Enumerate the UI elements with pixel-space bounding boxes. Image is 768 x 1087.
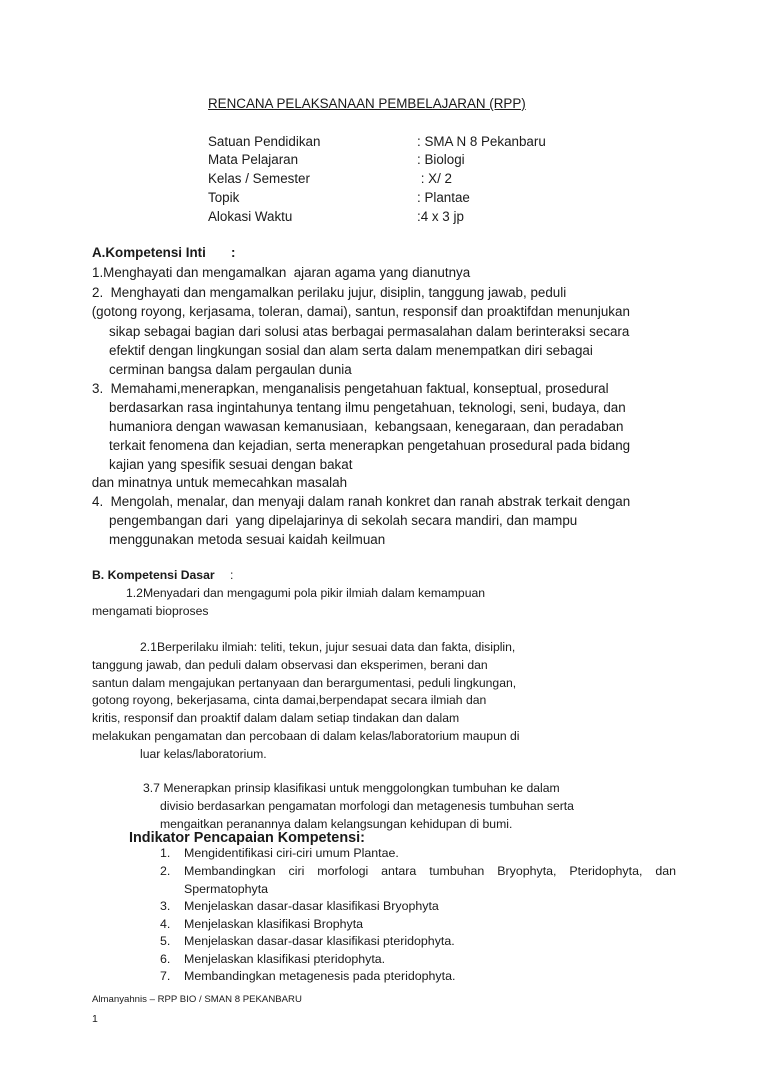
kd-line: melakukan pengamatan dan percobaan di dalam kelas/laboratorium maupun di xyxy=(92,729,520,743)
meta-value: : SMA N 8 Pekanbaru xyxy=(417,134,546,149)
meta-value: : Biologi xyxy=(417,152,465,167)
footer-credit: Almanyahnis – RPP BIO / SMAN 8 PEKANBARU xyxy=(92,994,302,1005)
ki-line: 3. Memahami,menerapkan, menganalisis pengetahuan faktual, konseptual, prosedural xyxy=(92,381,609,396)
list-number: 6. xyxy=(160,952,171,966)
list-text: Menjelaskan klasifikasi pteridophyta. xyxy=(184,952,386,966)
list-number: 5. xyxy=(160,934,171,948)
ki-line: 1.Menghayati dan mengamalkan ajaran agama yang dianutnya xyxy=(92,265,471,280)
indikator-heading: Indikator Pencapaian Kompetensi: xyxy=(129,830,365,846)
list-number: 7. xyxy=(160,969,171,983)
meta-value: :4 x 3 jp xyxy=(417,209,464,224)
list-text: Menjelaskan dasar-dasar klasifikasi Bryophyta xyxy=(184,899,439,913)
ki-line: kajian yang spesifik sesuai dengan bakat xyxy=(109,457,353,472)
list-number: 4. xyxy=(160,917,171,931)
list-number: 1. xyxy=(160,846,171,860)
kd-line: kritis, responsif dan proaktif dalam dalam setiap tindakan dan dalam xyxy=(92,711,460,725)
document-title: RENCANA PELAKSANAAN PEMBELAJARAN (RPP) xyxy=(208,96,526,111)
kd-line: divisio berdasarkan pengamatan morfologi dan metagenesis tumbuhan serta xyxy=(160,799,574,813)
kompetensi-dasar-heading: B. Kompetensi Dasar xyxy=(92,568,215,582)
kompetensi-inti-heading: A.Kompetensi Inti xyxy=(92,245,206,260)
meta-label: Mata Pelajaran xyxy=(208,152,299,167)
ki-line: cerminan bangsa dalam pergaulan dunia xyxy=(109,362,352,377)
ki-line: berdasarkan rasa ingintahunya tentang ilmu pengetahuan, teknologi, seni, budaya, dan xyxy=(109,400,626,415)
page-number: 1 xyxy=(92,1013,98,1025)
ki-line: sikap sebagai bagian dari solusi atas berbagai permasalahan dalam berinteraksi secara xyxy=(109,324,630,339)
kd-line: santun dalam mengajukan pertanyaan dan berargumentasi, peduli lingkungan, xyxy=(92,676,517,690)
ki-line: menggunakan metoda sesuai kaidah keilmuan xyxy=(109,532,386,547)
meta-label: Alokasi Waktu xyxy=(208,209,293,224)
meta-label: Topik xyxy=(208,190,240,205)
meta-label: Satuan Pendidikan xyxy=(208,134,321,149)
list-text: Menjelaskan klasifikasi Brophyta xyxy=(184,917,364,931)
heading-colon: : xyxy=(231,245,236,260)
meta-value: : Plantae xyxy=(417,190,470,205)
kd-line: luar kelas/laboratorium. xyxy=(140,747,267,761)
list-number: 3. xyxy=(160,899,171,913)
ki-line: (gotong royong, kerjasama, toleran, damai), santun, responsif dan proaktifdan menunjukan xyxy=(88,304,630,319)
ki-line: terkait fenomena dan kejadian, serta menerapkan pengetahuan prosedural pada bidang xyxy=(109,438,631,453)
ki-line: 2. Menghayati dan mengamalkan perilaku jujur, disiplin, tanggung jawab, peduli xyxy=(92,285,567,300)
ki-line: pengembangan dari yang dipelajarinya di sekolah secara mandiri, dan mampu xyxy=(109,513,578,528)
kd-line: tanggung jawab, dan peduli dalam observasi dan eksperimen, berani dan xyxy=(92,658,488,672)
ki-line: 4. Mengolah, menalar, dan menyaji dalam ranah konkret dan ranah abstrak terkait dengan xyxy=(92,494,631,509)
list-text: Mengidentifikasi ciri-ciri umum Plantae. xyxy=(184,846,399,860)
kd-line: 1.2Menyadari dan mengagumi pola pikir ilmiah dalam kemampuan xyxy=(126,586,486,600)
kd-line: mengamati bioproses xyxy=(92,604,209,618)
kd-line: 2.1Berperilaku ilmiah: teliti, tekun, jujur sesuai data dan fakta, disiplin, xyxy=(140,640,516,654)
list-text: Membandingkan ciri morfologi antara tumbuhan Bryophyta, Pteridophyta, dan xyxy=(184,864,676,878)
list-text: Spermatophyta xyxy=(184,882,269,896)
ki-line: efektif dengan lingkungan sosial dan alam serta dalam menempatkan diri sebagai xyxy=(109,343,593,358)
list-text: Menjelaskan dasar-dasar klasifikasi pteridophyta. xyxy=(184,934,455,948)
list-number: 2. xyxy=(160,864,171,878)
heading-colon: : xyxy=(230,568,234,582)
ki-line: dan minatnya untuk memecahkan masalah xyxy=(88,475,348,490)
ki-line: humaniora dengan wawasan kemanusiaan, kebangsaan, kenegaraan, dan peradaban xyxy=(109,419,624,434)
kd-line: mengaitkan peranannya dalam kelangsungan kehidupan di bumi. xyxy=(160,817,513,831)
kd-line: gotong royong, bekerjasama, cinta damai,berpendapat secara ilmiah dan xyxy=(92,693,487,707)
list-text: Membandingkan metagenesis pada pteridophyta. xyxy=(184,969,456,983)
meta-value: : X/ 2 xyxy=(417,171,452,186)
kd-line: 3.7 Menerapkan prinsip klasifikasi untuk menggolongkan tumbuhan ke dalam xyxy=(143,781,560,795)
meta-label: Kelas / Semester xyxy=(208,171,310,186)
